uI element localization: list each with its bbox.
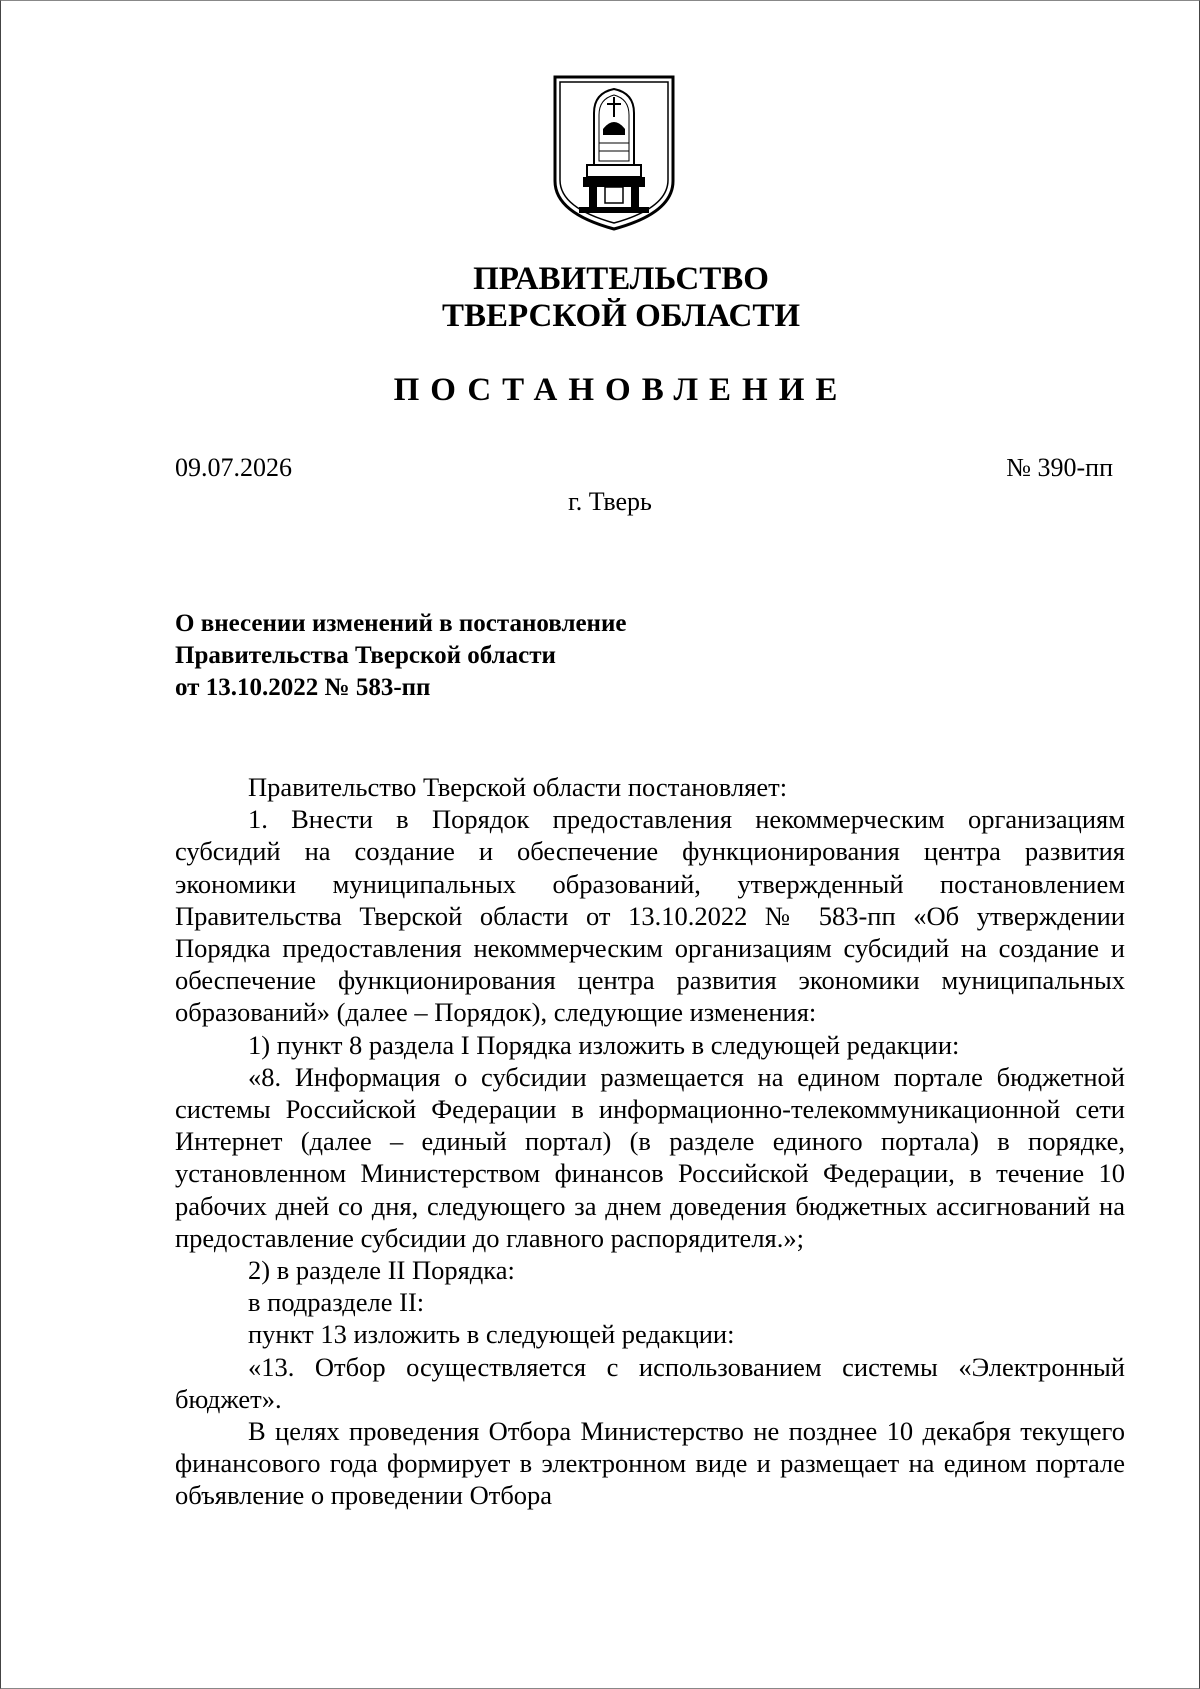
org-line-2: ТВЕРСКОЙ ОБЛАСТИ (441, 298, 801, 334)
government-name (1, 261, 1200, 335)
org-line-1: ПРАВИТЕЛЬСТВО (473, 261, 769, 297)
paragraph-subitem-1: 1) пункт 8 раздела I Порядка изложить в следующей редакции: (248, 1029, 960, 1060)
paragraph-point-13: «13. Отбор осуществляется с использованием системы «Электронный бюджет». (175, 1351, 1125, 1414)
paragraph-selection: В целях проведения Отбора Министерство не позднее 10 декабря текущего финансового года формирует в электронном виде и размещает на едином портале объявление о проведении Отбора (175, 1416, 1125, 1511)
paragraph-subitem-2: 2) в разделе II Порядка: (248, 1255, 515, 1286)
subject-line-3: от 13.10.2022 № 583-пп (175, 674, 431, 701)
subject-line-2: Правительства Тверской области (175, 642, 556, 669)
subject-line-1: О внесении изменений в постановление (175, 610, 627, 637)
paragraph-subsection: в подразделе II: (248, 1287, 425, 1318)
document-type: ПОСТАНОВЛЕНИЕ (393, 372, 849, 408)
paragraph-point-13-intro: пункт 13 изложить в следующей редакции: (248, 1319, 735, 1350)
document-date: 09.07.2026 (175, 453, 292, 482)
paragraph-intro: Правительство Тверской области постановляет: (248, 772, 788, 802)
document-city: г. Тверь (568, 487, 652, 516)
paragraph-point-8: «8. Информация о субсидии размещается на едином портале бюджетной системы Российской Федерации в информационно-телекоммуникационной сети Интернет (далее – единый портал) (в разделе единого портала) в порядке, установленном Министерством финансов Российской Федерации, в течение 10 рабочих дней со дня, следующего за днем доведения бюджетных ассигнований на предоставление субсидии до главного распорядителя.»; (175, 1061, 1125, 1253)
document-subject (175, 608, 626, 704)
paragraph-item-1: 1. Внести в Порядок предоставления некоммерческим организациям субсидий на создание и обеспечение функционирования центра развития экономики муниципальных образований, утвержденный постановлением Правительства Тверской области от 13.10.2022 № 583-пп «Об утверждении Порядка предоставления некоммерческим организациям субсидий на создание и обеспечение функционирования центра развития экономики муниципальных образований» (далее – Порядок), следующие изменения: (175, 804, 1125, 1028)
document-number: № 390-пп (1006, 453, 1113, 482)
coat-of-arms-icon (549, 73, 679, 233)
document-body (175, 771, 1125, 1512)
